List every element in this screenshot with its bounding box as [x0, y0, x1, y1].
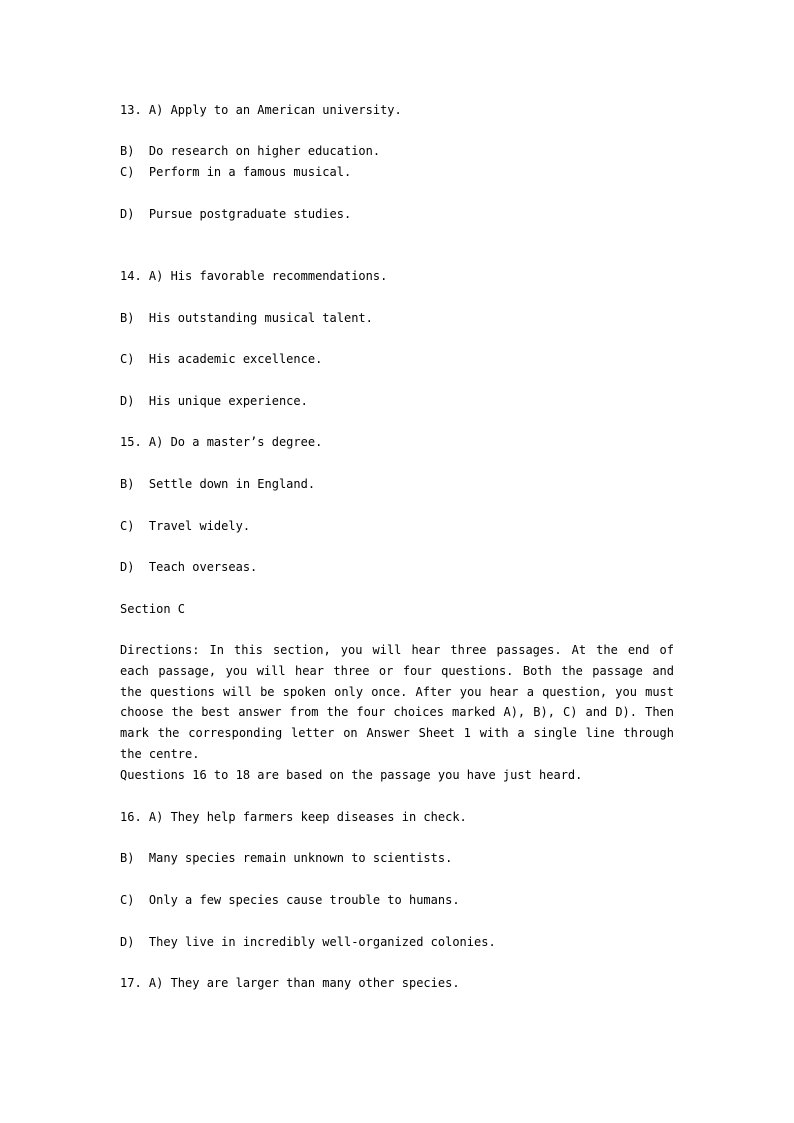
q16-option-a: 16. A) They help farmers keep diseases in check.: [120, 810, 467, 824]
q16-option-c: C) Only a few species cause trouble to humans.: [120, 893, 460, 907]
q14-option-d: D) His unique experience.: [120, 394, 308, 408]
q16-option-d: D) They live in incredibly well-organized colonies.: [120, 935, 496, 949]
q14-option-a: 14. A) His favorable recommendations.: [120, 269, 388, 283]
q13-option-c: C) Perform in a famous musical.: [120, 165, 352, 179]
q16-option-b: B) Many species remain unknown to scientists.: [120, 851, 453, 865]
questions-intro: Questions 16 to 18 are based on the passage you have just heard.: [120, 768, 583, 782]
q17-option-a: 17. A) They are larger than many other species.: [120, 976, 460, 990]
q13-option-b: B) Do research on higher education.: [120, 144, 381, 158]
q13-option-d: D) Pursue postgraduate studies.: [120, 207, 352, 221]
section-heading: Section C: [120, 602, 186, 616]
q14-option-c: C) His academic excellence.: [120, 352, 323, 366]
q13-option-a: 13. A) Apply to an American university.: [120, 103, 402, 117]
q15-option-a: 15. A) Do a master’s degree.: [120, 435, 323, 449]
q15-option-d: D) Teach overseas.: [120, 560, 258, 574]
directions-paragraph: Directions: In this section, you will hear three passages. At the end of each passage, you will hear three or four questions. Both the passage and the questions will be spoken only once. After you hear a question, you must choose the best answer from the four choices marked A), B), C) and D). Then mark the corresponding letter on Answer Sheet 1 with a single line through the centre.: [120, 643, 674, 761]
q14-option-b: B) His outstanding musical talent.: [120, 311, 373, 325]
q15-option-b: B) Settle down in England.: [120, 477, 316, 491]
q15-option-c: C) Travel widely.: [120, 519, 251, 533]
